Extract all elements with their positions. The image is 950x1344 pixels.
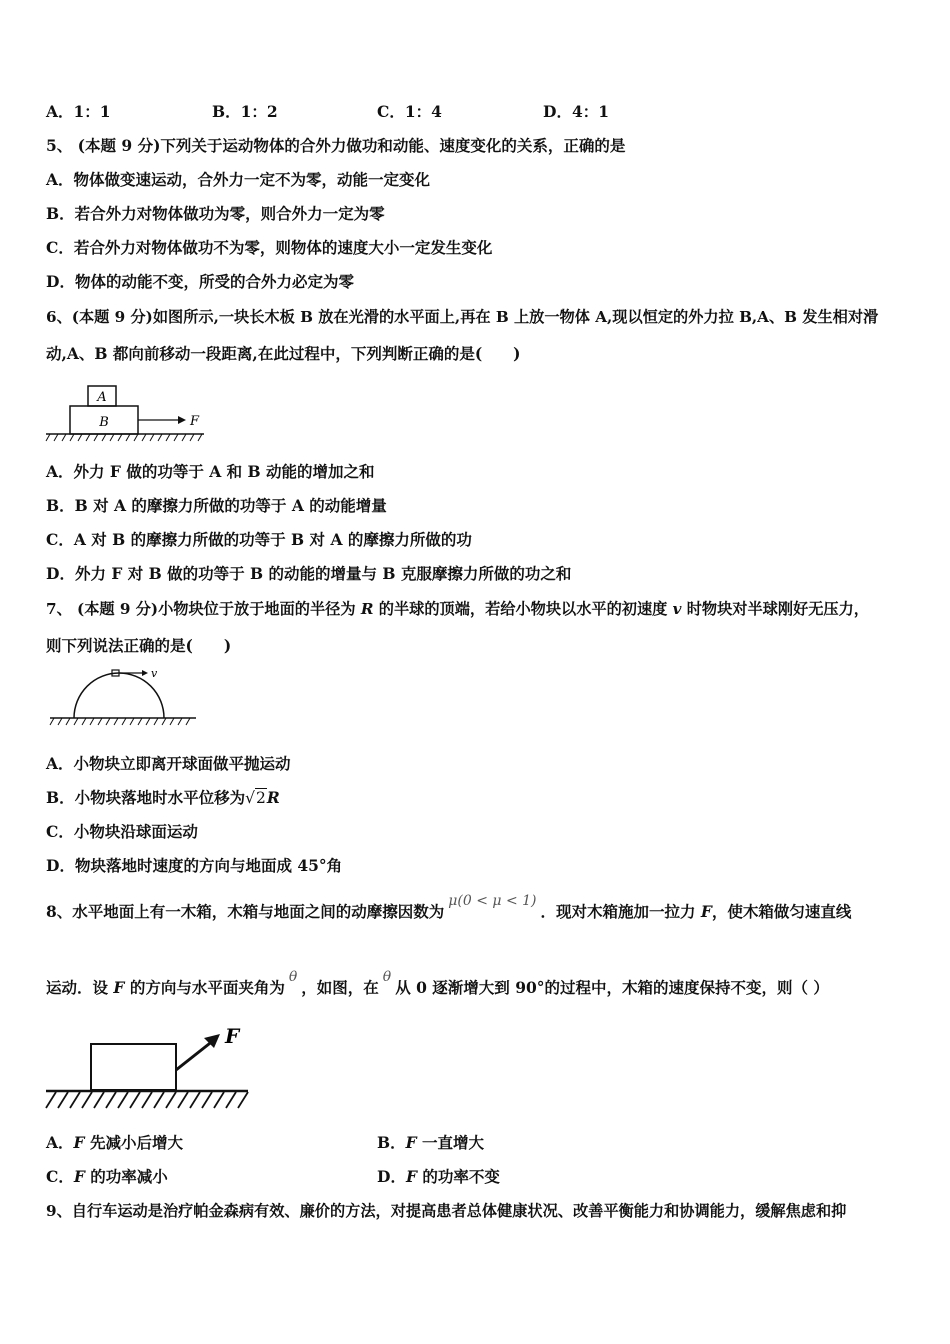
theta-symbol: θ — [382, 969, 392, 985]
friction-coefficient-expr: μ(0 < μ < 1) — [448, 893, 537, 909]
q6-stem-line1: 6、(本题 9 分)如图所示,一块长木板 B 放在光滑的水平面上,再在 B 上放一物体 A,现以恒定的外力拉 B,A、B 发生相对滑 — [46, 308, 879, 326]
q5-option-b: B．若合外力对物体做功为零，则合外力一定为零 — [46, 204, 385, 223]
sqrt-expression: √2 — [245, 789, 266, 807]
q6-option-b: B．B 对 A 的摩擦力所做的功等于 A 的动能增量 — [46, 496, 387, 515]
q5-option-c: C．若合外力对物体做功不为零，则物体的速度大小一定发生变化 — [46, 238, 493, 257]
q9-stem-line1: 9、自行车运动是治疗帕金森病有效、廉价的方法，对提高患者总体健康状况、改善平衡能力和协调能力，缓解焦虑和抑 — [46, 1202, 847, 1220]
label-f: F — [190, 414, 200, 429]
q8-figure-box-force — [44, 1022, 250, 1112]
label-f: F — [225, 1024, 240, 1048]
q5-option-d: D．物体的动能不变，所受的合外力必定为零 — [46, 272, 354, 291]
wooden-box — [91, 1044, 176, 1090]
q4-option-d: D．4：1 — [543, 102, 610, 121]
q4-option-b: B．1：2 — [212, 102, 278, 121]
q4-option-a: A．1：1 — [46, 102, 111, 121]
force-arrow-line — [176, 1040, 214, 1070]
q7-figure-hemisphere — [46, 664, 200, 730]
ground-hatch — [46, 1092, 248, 1108]
q6-option-d: D．外力 F 对 B 做的功等于 B 的动能的增量与 B 克服摩擦力所做的功之和 — [46, 564, 572, 583]
velocity-arrow-head — [142, 670, 148, 676]
q7-stem-line2: 则下列说法正确的是( ) — [46, 636, 232, 655]
q7-option-d: D．物块落地时速度的方向与地面成 45°角 — [46, 856, 343, 875]
q8-option-d: D．F 的功率不变 — [377, 1167, 500, 1186]
ground-hatch — [46, 434, 202, 441]
radius-symbol: R — [360, 600, 374, 618]
q6-option-c: C．A 对 B 的摩擦力所做的功等于 B 对 A 的摩擦力所做的功 — [46, 530, 472, 549]
q5-stem: 5、 (本题 9 分)下列关于运动物体的合外力做功和动能、速度变化的关系，正确的是 — [46, 136, 626, 155]
q7-stem-line1: 7、 (本题 9 分)小物块位于放于地面的半径为 R 的半球的顶端，若给小物块以水平的初速度 v 时物块对半球刚好无压力， — [46, 600, 869, 618]
q8-option-b: B．F 一直增大 — [377, 1133, 485, 1152]
label-a: A — [97, 390, 107, 405]
q8-option-a: A．F 先减小后增大 — [46, 1133, 183, 1152]
label-b: B — [99, 415, 109, 430]
q8-option-c: C．F 的功率减小 — [46, 1167, 168, 1186]
q6-stem-line2: 动,A、B 都向前移动一段距离,在此过程中，下列判断正确的是( ) — [46, 344, 521, 363]
q6-figure-board-block — [44, 382, 208, 444]
q8-stem-line1: 8、水平地面上有一木箱，木箱与地面之间的动摩擦因数为μ(0 < μ < 1)．现对木箱施加一拉力 F，使木箱做匀速直线 — [46, 893, 852, 921]
theta-symbol: θ — [288, 969, 298, 985]
q4-option-c: C．1：4 — [377, 102, 442, 121]
q7-option-c: C．小物块沿球面运动 — [46, 822, 198, 841]
q7-option-b: B．小物块落地时水平位移为√2R — [46, 788, 280, 807]
velocity-symbol: v — [672, 600, 682, 618]
ground-hatch — [50, 718, 190, 725]
force-arrow-head — [178, 416, 186, 424]
label-v: v — [151, 667, 158, 680]
q8-stem-line2: 运动．设 F 的方向与水平面夹角为θ，如图，在θ从 0 逐渐增大到 90°的过程中，木箱的速度保持不变，则（ ） — [46, 969, 829, 997]
q5-option-a: A．物体做变速运动，合外力一定不为零，动能一定变化 — [46, 170, 431, 189]
q7-option-a: A．小物块立即离开球面做平抛运动 — [46, 754, 291, 773]
q6-option-a: A．外力 F 做的功等于 A 和 B 动能的增加之和 — [46, 462, 375, 481]
